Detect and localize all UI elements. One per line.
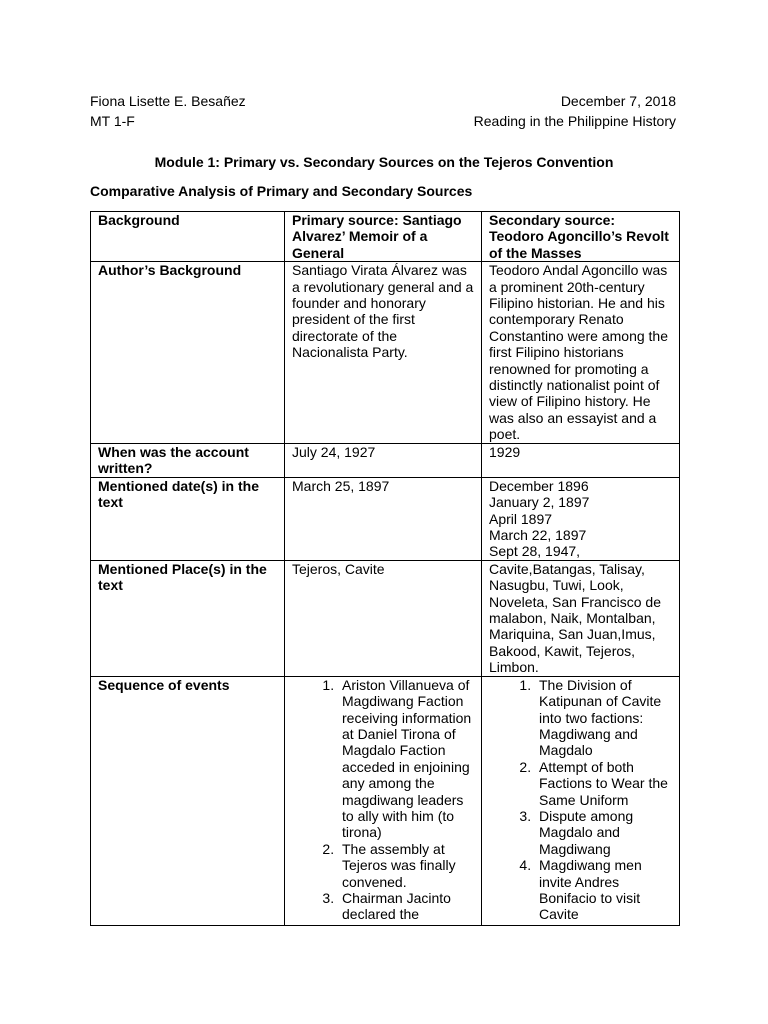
class-section: MT 1-F xyxy=(90,113,135,129)
course-name: Reading in the Philippine History xyxy=(473,113,676,129)
row-label: When was the account written? xyxy=(91,443,285,477)
list-item: 4. Magdiwang men invite Andres Bonifacio to visit Cavite xyxy=(535,857,673,923)
secondary-events-list xyxy=(489,677,673,923)
secondary-cell: 1929 xyxy=(482,443,680,477)
row-label: Mentioned date(s) in the text xyxy=(91,477,285,560)
document-title: Module 1: Primary vs. Secondary Sources on the Tejeros Convention xyxy=(154,154,614,170)
header-left xyxy=(90,91,246,131)
comparison-table xyxy=(90,211,680,926)
date-item: January 2, 1897 xyxy=(489,494,590,511)
document-subtitle: Comparative Analysis of Primary and Secondary Sources xyxy=(90,183,473,199)
table-row xyxy=(91,676,680,925)
primary-cell: July 24, 1927 xyxy=(285,443,482,477)
secondary-cell: Teodoro Andal Agoncillo was a prominent 20th-century Filipino historian. He and his contemporary Renato Constantino were among the first Filipino historians renowned for promoting a distinctly nationalist point of view of Filipino history. He was also an essayist and a poet. xyxy=(482,262,680,443)
list-item: 1. The Division of Katipunan of Cavite into two factions: Magdiwang and Magdalo xyxy=(535,677,673,759)
list-item: 3. Dispute among Magdalo and Magdiwang xyxy=(535,808,673,857)
primary-events-list xyxy=(292,677,475,923)
table-header-row xyxy=(91,212,680,262)
table-row xyxy=(91,560,680,676)
secondary-cell xyxy=(482,477,680,560)
secondary-cell: Cavite,Batangas, Talisay, Nasugbu, Tuwi, Look, Noveleta, San Francisco de malabon, Naik, Montalban, Mariquina, San Juan,Imus, Bakood, Kawit, Tejeros, Limbon. xyxy=(482,560,680,676)
document-date: December 7, 2018 xyxy=(560,93,676,109)
header-cell-primary: Primary source: Santiago Alvarez’ Memoir of a General xyxy=(285,212,482,262)
row-label: Mentioned Place(s) in the text xyxy=(91,560,285,676)
list-item: 2. The assembly at Tejeros was finally convened. xyxy=(338,841,475,890)
date-item: March 22, 1897 xyxy=(489,526,587,543)
list-item: 3. Chairman Jacinto declared the xyxy=(338,890,475,923)
table-row xyxy=(91,262,680,443)
table-row xyxy=(91,477,680,560)
list-item: 2. Attempt of both Factions to Wear the Same Uniform xyxy=(535,759,673,808)
author-name: Fiona Lisette E. Besañez xyxy=(90,93,246,109)
primary-cell xyxy=(285,676,482,925)
row-label: Author’s Background xyxy=(91,262,285,443)
header-right xyxy=(474,91,676,131)
date-item: April 1897 xyxy=(489,510,553,527)
primary-cell: March 25, 1897 xyxy=(285,477,482,560)
header-cell-secondary: Secondary source: Teodoro Agoncillo’s Revolt of the Masses xyxy=(482,212,680,262)
header-cell-background: Background xyxy=(91,212,285,262)
secondary-cell xyxy=(482,676,680,925)
date-item: Sept 28, 1947, xyxy=(489,543,581,560)
row-label: Sequence of events xyxy=(91,676,285,925)
primary-cell: Santiago Virata Álvarez was a revolutionary general and a founder and honorary president of the first directorate of the Nacionalista Party. xyxy=(285,262,482,443)
list-item: 1. Ariston Villanueva of Magdiwang Faction receiving information at Daniel Tirona of Magdalo Faction acceded in enjoining any among the magdiwang leaders to ally with him (to tirona) xyxy=(338,677,475,841)
primary-cell: Tejeros, Cavite xyxy=(285,560,482,676)
table-row xyxy=(91,443,680,477)
date-item: December 1896 xyxy=(489,477,589,494)
